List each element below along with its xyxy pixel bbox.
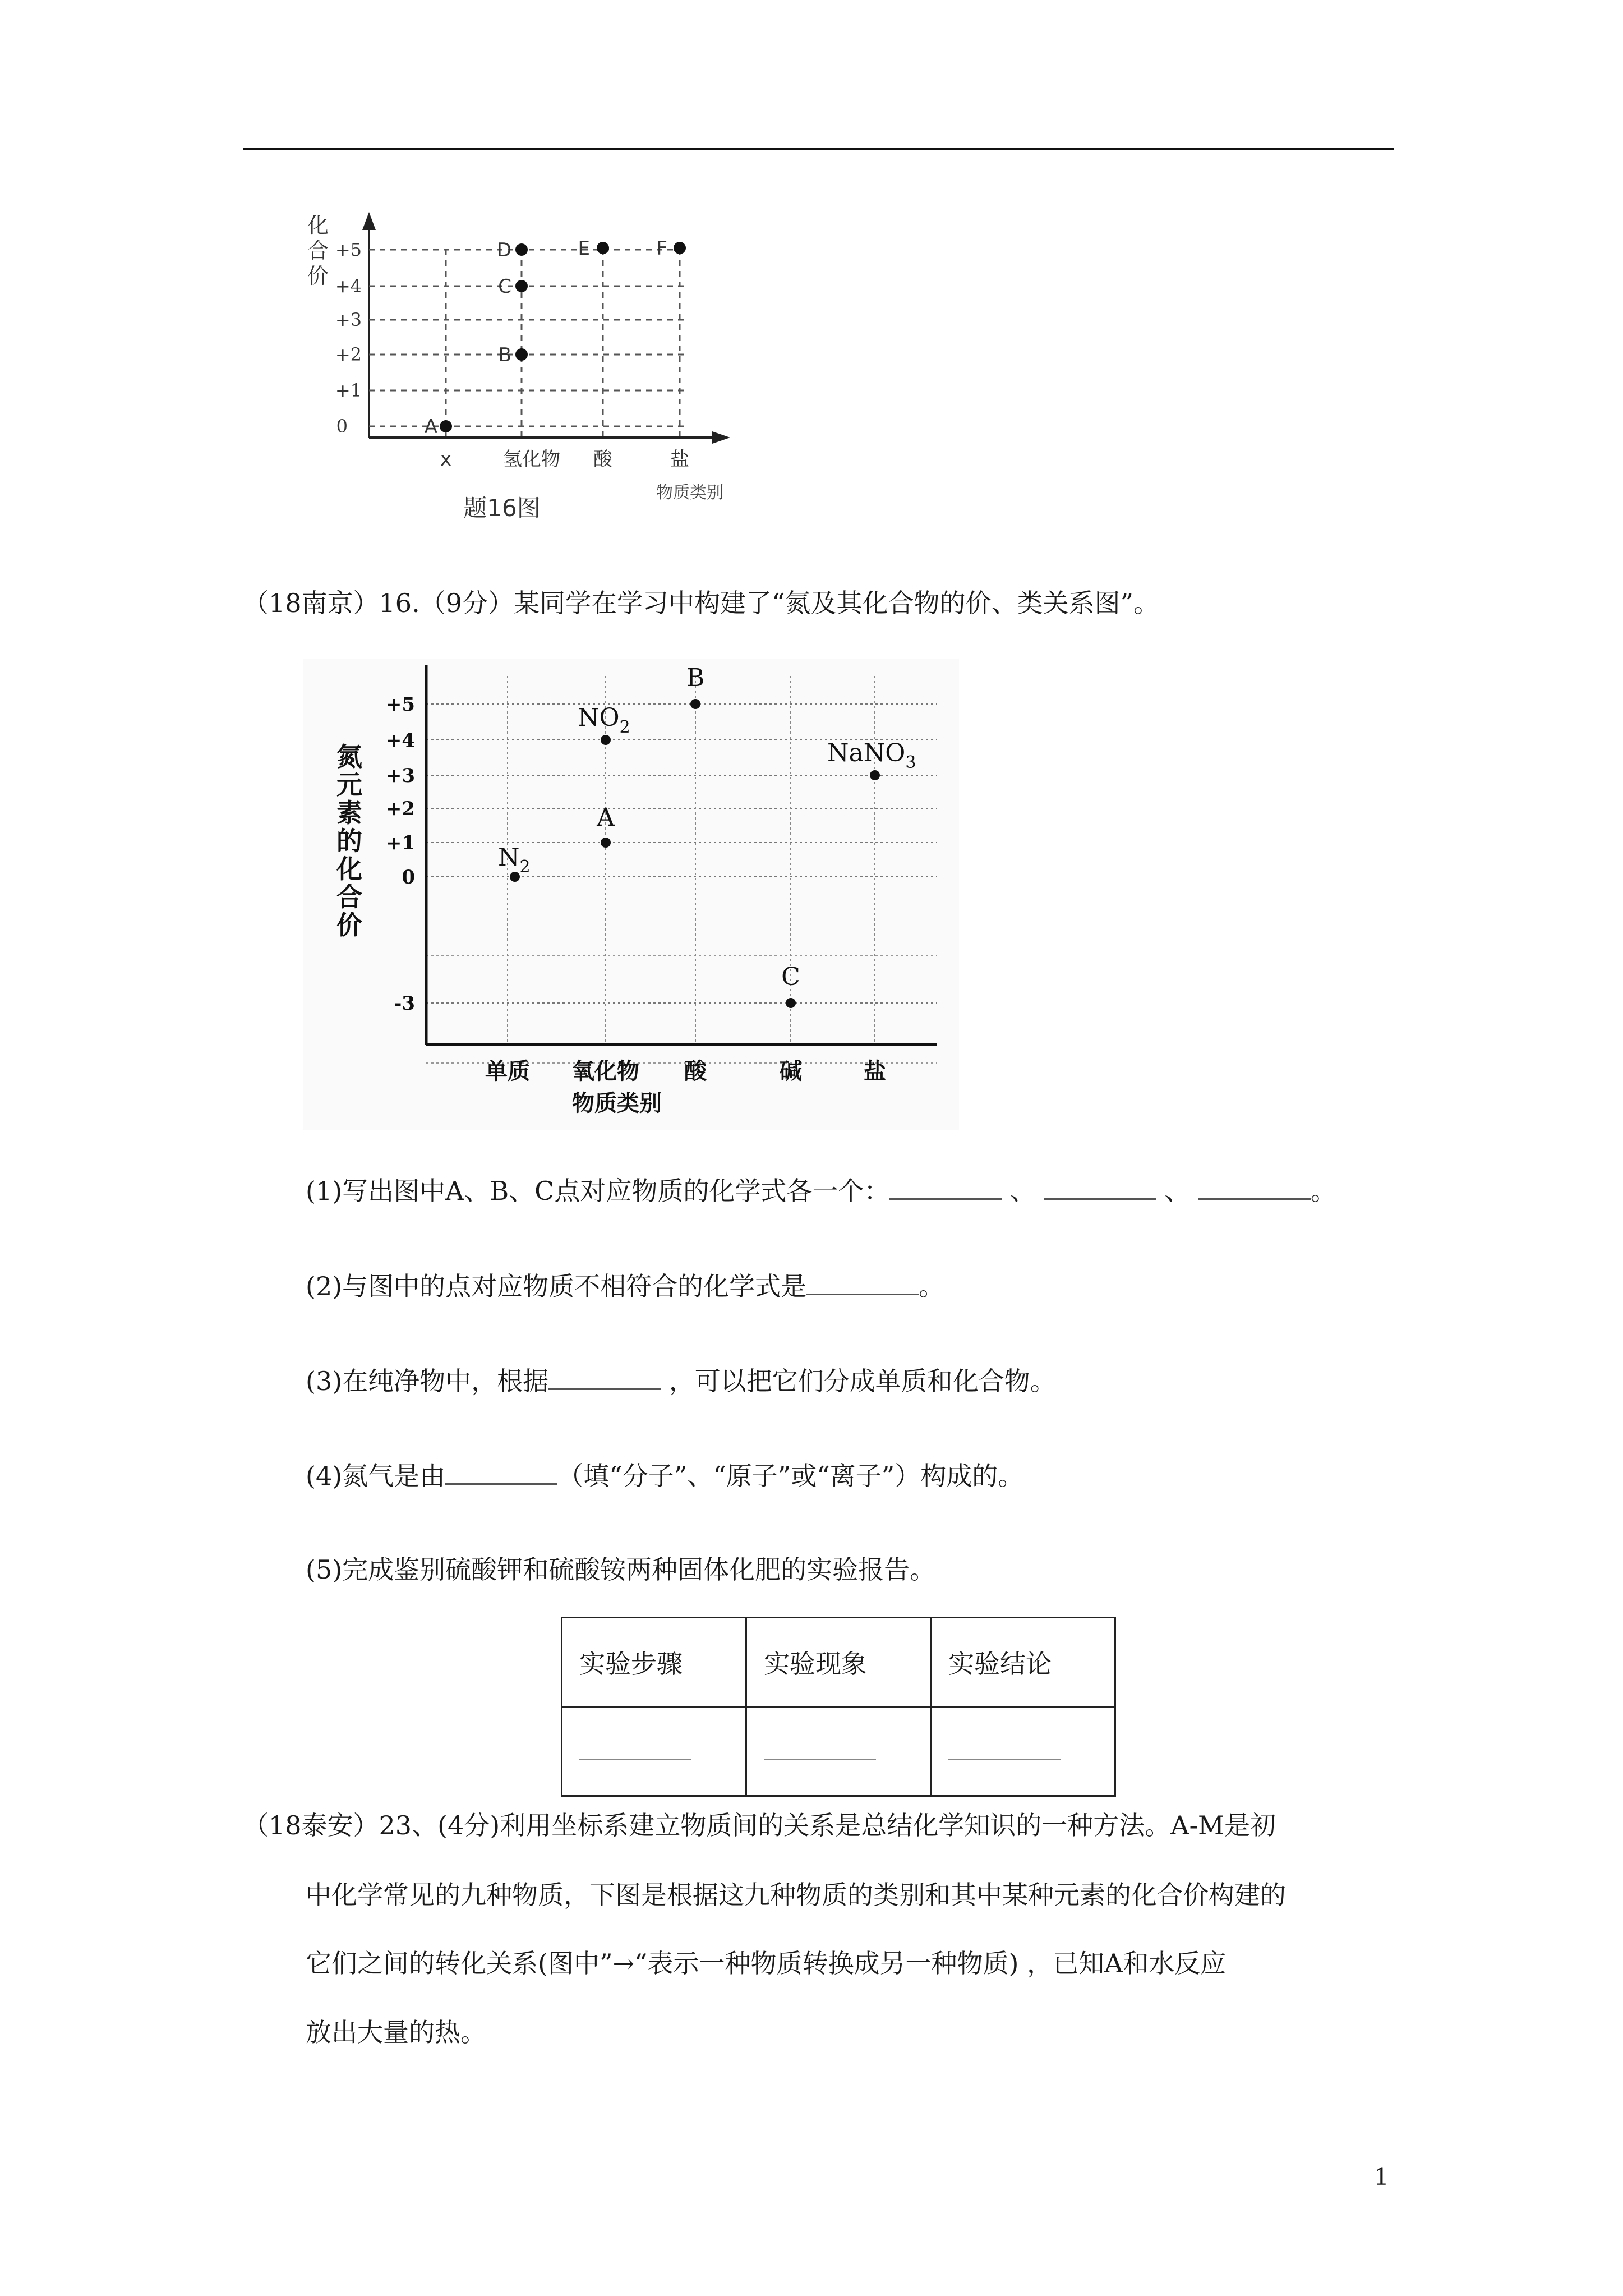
nchart-xtick: 盐 <box>864 1059 886 1084</box>
table-answer-cell[interactable] <box>931 1707 1115 1796</box>
fig16-xtick: 酸 <box>593 448 612 471</box>
fig16-xlabel: 物质类别 <box>656 483 723 503</box>
answer-blank-b[interactable] <box>1044 1176 1156 1200</box>
q16-sep: 、 <box>1010 1176 1036 1206</box>
nchart-xtick: 氧化物 <box>572 1059 639 1084</box>
nchart-ytick: +4 <box>385 729 415 752</box>
q23-line-4: 放出大量的热。 <box>306 2017 486 2047</box>
q16-item-4 <box>306 1459 1023 1493</box>
fig16-x-arrow <box>712 431 730 444</box>
nitrogen-valence-chart <box>303 659 959 1130</box>
table-row <box>562 1707 1115 1796</box>
fig16-ytick: +2 <box>335 344 362 365</box>
fig16-point-d <box>515 243 528 256</box>
answer-blank-c[interactable] <box>1198 1176 1311 1200</box>
nchart-ylabel-char: 素 <box>336 798 362 828</box>
q16-item-2 <box>306 1269 944 1303</box>
fig16-xtick: 氢化物 <box>503 448 560 471</box>
q16-intro: （18南京）16.（9分）某同学在学习中构建了“氮及其化合物的价、类关系图”。 <box>243 588 1159 618</box>
q16-item-3-rest: ，可以把它们分成单质和化合物。 <box>668 1366 1056 1396</box>
nchart-point-label: $NO_2$ <box>578 703 630 737</box>
fig16-point-label: E <box>578 237 590 260</box>
q16-item-3 <box>306 1364 1056 1398</box>
fig16-ytick: +4 <box>335 275 362 297</box>
figure-16 <box>280 208 785 544</box>
nchart-ytick: +5 <box>385 693 415 716</box>
fig16-point-f <box>674 242 686 254</box>
fig16-caption: 题16图 <box>463 494 541 522</box>
fig16-xtick: 盐 <box>670 448 689 471</box>
nchart-point <box>510 872 520 882</box>
answer-blank-phenomenon[interactable] <box>764 1742 876 1760</box>
nchart-ytick: +3 <box>385 765 415 787</box>
q16-item-3-text: (3)在纯净物中，根据 <box>306 1366 549 1396</box>
fig16-point-b <box>515 348 528 361</box>
nchart-xlabel: 物质类别 <box>572 1091 662 1116</box>
nchart-ytick: +1 <box>385 832 415 854</box>
answer-blank-a[interactable] <box>889 1176 1002 1200</box>
nchart-xtick: 酸 <box>684 1059 707 1084</box>
table-header-cell: 实验结论 <box>931 1618 1115 1707</box>
nchart-point-label: B <box>686 664 705 692</box>
nchart-xtick: 碱 <box>780 1059 802 1084</box>
table-answer-cell[interactable] <box>562 1707 746 1796</box>
fig16-point-label: F <box>656 237 667 260</box>
fig16-point-label: B <box>498 344 511 366</box>
nchart-point-label: $N_2$ <box>498 843 531 877</box>
answer-blank-conclusion[interactable] <box>948 1742 1061 1760</box>
nchart-ylabel-char: 的 <box>336 826 362 856</box>
nchart-ylabel-char: 价 <box>336 910 362 940</box>
fig16-ytick: +1 <box>335 380 362 401</box>
fig16-point-a <box>440 420 452 432</box>
table-header-cell: 实验步骤 <box>562 1618 746 1707</box>
fig16-xtick: x <box>440 448 452 471</box>
answer-blank-particle[interactable] <box>445 1461 557 1485</box>
fig16-point-label: A <box>424 416 437 438</box>
header-rule <box>243 148 1394 150</box>
q16-item-1 <box>306 1174 1336 1208</box>
table-answer-cell[interactable] <box>746 1707 931 1796</box>
nchart-ytick: 0 <box>402 866 415 889</box>
nchart-ylabel-char: 氮 <box>336 742 362 772</box>
fig16-point-label: D <box>496 239 511 261</box>
fig16-point-e <box>597 242 609 254</box>
fig16-ytick: 0 <box>336 416 348 437</box>
answer-blank-basis[interactable] <box>548 1366 661 1390</box>
q16-item-2-text: (2)与图中的点对应物质不相符合的化学式是 <box>306 1271 807 1301</box>
nchart-ylabel-char: 元 <box>336 770 362 800</box>
q16-sep: 、 <box>1164 1176 1191 1206</box>
nchart-point <box>601 735 611 745</box>
fig16-ylabel-char: 化 <box>307 213 329 238</box>
answer-blank-formula[interactable] <box>806 1271 919 1295</box>
nchart-point <box>690 699 700 709</box>
nchart-point-label: C <box>781 963 800 991</box>
q23-line-3: 它们之间的转化关系(图中”→“表示一种物质转换成另一种物质) ，已知A和水反应 <box>306 1948 1227 1978</box>
q16-item-1-text: (1)写出图中A、B、C点对应物质的化学式各一个： <box>306 1176 890 1206</box>
page-number: 1 <box>1374 2163 1389 2191</box>
nchart-ytick: +2 <box>385 798 415 820</box>
answer-blank-step[interactable] <box>579 1742 691 1760</box>
q16-item-4-rest: （填“分子”、“原子”或“离子”）构成的。 <box>557 1461 1024 1491</box>
nchart-ylabel-char: 化 <box>336 854 362 884</box>
nchart-ytick: -3 <box>394 992 415 1015</box>
experiment-report-table <box>561 1617 1116 1797</box>
table-header-row <box>562 1618 1115 1707</box>
q23-line-2: 中化学常见的九种物质，下图是根据这九种物质的类别和其中某种元素的化合价构建的 <box>306 1880 1286 1910</box>
nchart-point <box>786 998 796 1008</box>
q23-line-1: （18泰安）23、(4分)利用坐标系建立物质间的关系是总结化学知识的一种方法。A-M是初 <box>243 1810 1276 1841</box>
fig16-point-c <box>515 280 528 292</box>
nchart-xtick: 单质 <box>485 1059 530 1084</box>
q16-end: 。 <box>1310 1176 1336 1206</box>
fig16-ytick: +5 <box>335 239 362 260</box>
nchart-point <box>870 770 880 780</box>
table-header-cell: 实验现象 <box>746 1618 931 1707</box>
fig16-ylabel-char: 合 <box>307 238 329 263</box>
nchart-point-label: NaNO$_3$ <box>827 739 916 772</box>
nchart-point-label: A <box>597 803 615 832</box>
fig16-ylabel-char: 价 <box>307 264 329 288</box>
q16-item-4-text: (4)氮气是由 <box>306 1461 446 1491</box>
fig16-ytick: +3 <box>335 309 362 330</box>
q16-item-5: (5)完成鉴别硫酸钾和硫酸铵两种固体化肥的实验报告。 <box>306 1554 936 1585</box>
q16-end: 。 <box>919 1271 945 1301</box>
nchart-point <box>601 838 611 848</box>
fig16-point-label: C <box>498 275 511 298</box>
nchart-ylabel-char: 合 <box>336 882 362 912</box>
fig16-y-arrow <box>362 212 376 230</box>
